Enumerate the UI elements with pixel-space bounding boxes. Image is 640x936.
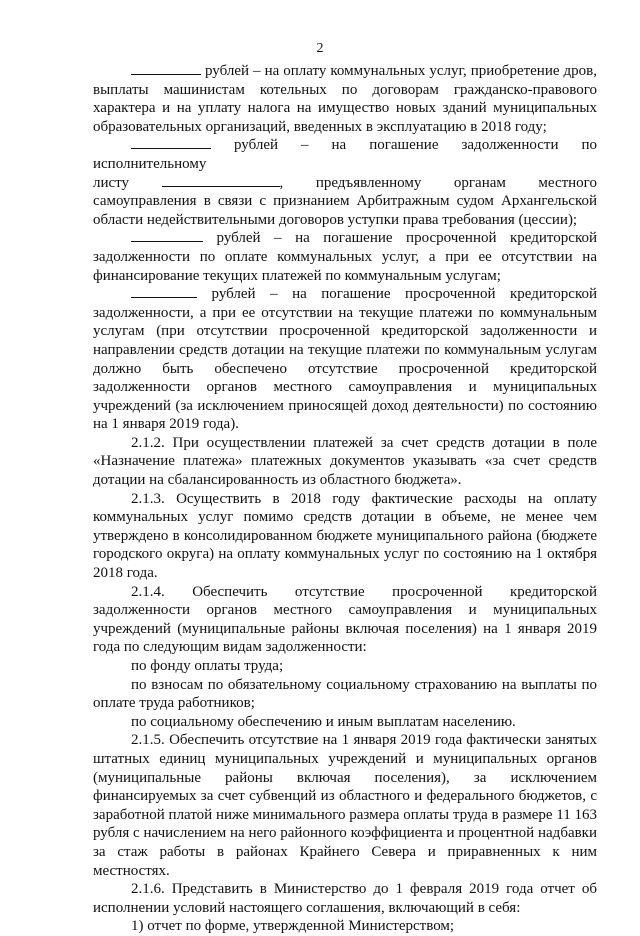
paragraph-text: рублей – на погашение просроченной кредиторской задолженности по оплате коммунальных услуг, а при ее отсутствии на финансирование текущих платежей по коммунальным услугам;: [93, 230, 597, 284]
list-item-social: по социальному обеспечению и иным выплатам населению.: [131, 713, 516, 730]
page-number: 2: [316, 41, 324, 56]
paragraph-text: рублей – на погашение задолженности по исполнительному: [93, 137, 597, 172]
writ-line: [93, 174, 597, 193]
paragraph-2-1-5: 2.1.5. Обеспечить отсутствие на 1 января 2019 года фактически занятых штатных единиц муниципальных учреждений и муниципальных органов (муниципальные районы включая поселения), за исключением финансируемых за счет субвенций из областного и федерального бюджетов, с заработной платой ниже минимального размера оплаты труда в размере 11 163 рубля с начислением на него районного коэффициента и процентной надбавки за стаж работы в районах Крайнего Севера и приравненных к ним местностях.: [93, 732, 597, 879]
amount-blank: [131, 229, 203, 242]
paragraph-continuation: самоуправления в связи с признанием Арбитражным судом Архангельской области недействительными договоров уступки права требования (цессии);: [93, 193, 597, 228]
paragraph-overdue-debt: [93, 285, 597, 434]
paragraph-utilities-payment: [93, 62, 597, 136]
writ-word: местного: [538, 174, 597, 191]
writ-number-blank: ,: [162, 174, 284, 193]
paragraph-2-1-6: 2.1.6. Представить в Министерство до 1 февраля 2019 года отчет об исполнении условий настоящего соглашения, включающий в себя:: [93, 881, 597, 916]
amount-blank: [131, 285, 197, 298]
paragraph-overdue-utilities: [93, 229, 597, 285]
amount-blank: [131, 62, 201, 75]
list-item-insurance: по взносам по обязательному социальному страхованию на выплаты по оплате труда работников;: [93, 676, 597, 712]
writ-word: листу: [93, 174, 130, 191]
list-item-payroll: по фонду оплаты труда;: [131, 658, 284, 674]
paragraph-2-1-2: 2.1.2. При осуществлении платежей за счет средств дотации в поле «Назначение платежа» платежных документов указывать «за счет средств дотации на сбалансированность из областного бюджета».: [93, 434, 597, 489]
paragraph-text: рублей – на погашение просроченной кредиторской задолженности, а при ее отсутствии на текущие платежи по коммунальным услугам (при отсутствии просроченной кредиторской задолженности и направлении средств дотации на текущие платежи по коммунальным услугам должно быть обеспечено отсутствие просроченной кредиторской задолженности органов местного самоуправления и муниципальных учреждений (за исключением приносящей доход деятельности) по состоянию на 1 января 2019 года).: [93, 286, 597, 433]
writ-word: предъявленному: [315, 174, 422, 191]
paragraph-text: рублей – на оплату коммунальных услуг, приобретение дров, выплаты машинистам котельных по договорам гражданско-правового характера и на уплату налога на имущество новых зданий муниципальных образовательных организаций, введенных в эксплуатацию в 2018 году;: [93, 63, 597, 135]
list-item-report-form: 1) отчет по форме, утвержденной Министерством;: [131, 918, 455, 935]
paragraph-debt-repayment: [93, 136, 597, 173]
paragraph-2-1-4: 2.1.4. Обеспечить отсутствие просроченной кредиторской задолженности органов местного самоуправления и муниципальных учреждений (муниципальные районы включая поселения) на 1 января 2019 года по следующим видам задолженности:: [93, 583, 597, 656]
amount-blank: [131, 136, 211, 149]
paragraph-2-1-3: 2.1.3. Осуществить в 2018 году фактические расходы на оплату коммунальных услуг помимо средств дотации в объеме, не менее чем утверждено в консолидированном бюджете муниципального района (бюджете городского округа) на оплату коммунальных услуг по состоянию на 1 октября 2018 года.: [93, 490, 597, 582]
writ-word: органам: [453, 174, 506, 191]
document-body: [93, 62, 597, 936]
